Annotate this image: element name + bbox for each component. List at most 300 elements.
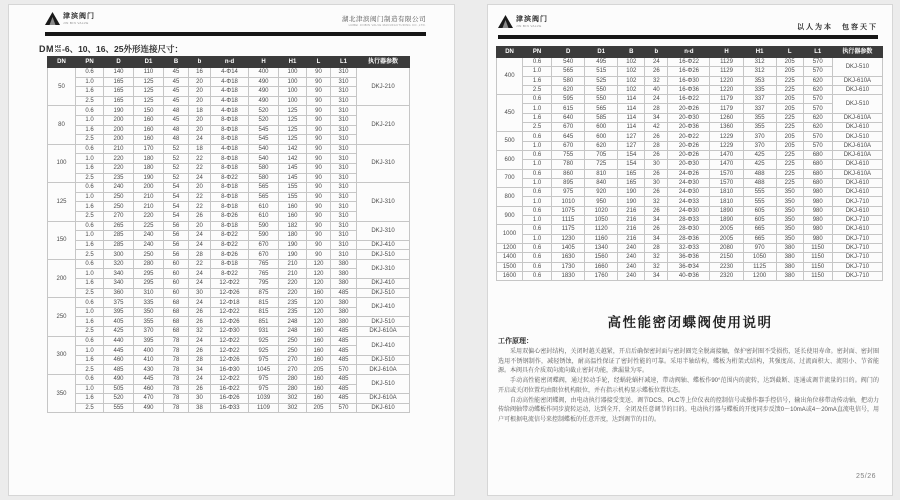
actuator-cell: DKJ-610A: [832, 169, 882, 178]
dimension-cell: 26: [645, 150, 668, 159]
dimension-cell: 8-Φ26: [211, 211, 249, 221]
dimension-cell: 16-Φ22: [668, 58, 710, 67]
actuator-cell: DKJ-610: [832, 225, 882, 234]
dimension-cell: 295: [134, 269, 164, 279]
dimension-cell: 565: [552, 67, 585, 76]
dimension-cell: 380: [331, 269, 357, 279]
dimension-cell: 310: [331, 173, 357, 183]
dimension-cell: 160: [134, 125, 164, 135]
dimension-cell: 1.0: [523, 178, 552, 187]
dimension-cell: 1.0: [523, 160, 552, 169]
dimension-cell: 220: [134, 211, 164, 221]
actuator-cell: DKJ-210: [357, 106, 410, 144]
dimension-cell: 600: [585, 132, 618, 141]
dimension-cell: 485: [331, 394, 357, 404]
column-header: 执行器参数: [357, 57, 410, 68]
dimension-cell: 8-Φ18: [211, 221, 249, 231]
dimension-cell: 90: [307, 87, 331, 97]
dimension-cell: 190: [618, 188, 645, 197]
mountain-logo-icon: [498, 15, 513, 28]
dimension-cell: 440: [104, 336, 134, 346]
dimension-cell: 78: [164, 403, 189, 413]
dimension-cell: 240: [134, 231, 164, 241]
dimension-cell: 980: [803, 234, 832, 243]
dimension-cell: 310: [331, 183, 357, 193]
dimension-cell: 310: [331, 135, 357, 145]
actuator-cell: DKJ-310: [357, 144, 410, 182]
table-header-row: [48, 57, 410, 68]
dimension-cell: 220: [104, 154, 134, 164]
dimension-cell: 30: [189, 288, 211, 298]
dimension-cell: 125: [279, 106, 307, 116]
dn-cell: 250: [48, 298, 76, 336]
column-header: L: [307, 57, 331, 68]
table-row: [497, 95, 883, 104]
dimension-cell: 36-Φ34: [668, 262, 710, 271]
dimension-cell: 270: [104, 211, 134, 221]
dimension-cell: 45: [164, 87, 189, 97]
column-header: 执行器参数: [832, 47, 882, 58]
dimension-cell: 216: [618, 225, 645, 234]
dimension-cell: 205: [776, 132, 803, 141]
dimension-cell: 380: [331, 279, 357, 289]
dimension-cell: 90: [307, 240, 331, 250]
dimension-cell: 78: [164, 346, 189, 356]
model-variant-bottom: XS: [55, 48, 62, 53]
dimension-cell: 975: [249, 375, 279, 385]
dimension-cell: 815: [249, 307, 279, 317]
actuator-cell: DKJ-610: [832, 160, 882, 169]
dimension-cell: 1.6: [76, 125, 104, 135]
brand-subtitle: JIN BIN VALVE: [516, 24, 542, 28]
dimension-cell: 28: [645, 104, 668, 113]
dimension-cell: 16-Φ36: [668, 85, 710, 94]
dimension-cell: 350: [776, 197, 803, 206]
dimension-cell: 645: [552, 132, 585, 141]
table-row: [48, 96, 410, 106]
dimension-cell: 1360: [710, 123, 743, 132]
dimension-cell: 8-Φ18: [211, 154, 249, 164]
dimension-cell: 1020: [585, 206, 618, 215]
dimension-cell: 1890: [710, 216, 743, 225]
dimension-cell: 205: [776, 141, 803, 150]
dimension-cell: 0.6: [523, 206, 552, 215]
table-row: [48, 336, 410, 346]
dimension-cell: 68: [164, 307, 189, 317]
dimension-cell: 24-Φ26: [668, 169, 710, 178]
dimension-cell: 485: [331, 375, 357, 385]
dimension-cell: 4-Φ18: [211, 77, 249, 87]
dimension-cell: 485: [331, 346, 357, 356]
dn-cell: 100: [48, 144, 76, 182]
dimension-cell: 565: [249, 183, 279, 193]
page-left: [8, 4, 455, 496]
dimension-cell: 610: [249, 202, 279, 212]
dimension-cell: 2080: [710, 243, 743, 252]
title-suffix: -6、10、16、25外形连接尺寸：: [62, 44, 183, 54]
table-row: [48, 288, 410, 298]
dimension-cell: 26: [189, 211, 211, 221]
dimension-cell: 26: [645, 225, 668, 234]
table-row: [48, 221, 410, 231]
column-header: b: [189, 57, 211, 68]
table-row: [48, 279, 410, 289]
dimension-cell: 180: [279, 231, 307, 241]
dimension-cell: 125: [279, 125, 307, 135]
dimension-cell: 32: [189, 327, 211, 337]
dimension-cell: 180: [134, 154, 164, 164]
dimension-cell: 302: [279, 403, 307, 413]
dimension-cell: 12-Φ22: [211, 307, 249, 317]
table-row: [497, 150, 883, 159]
dimension-cell: 145: [279, 163, 307, 173]
dimension-cell: 370: [134, 327, 164, 337]
dimension-cell: 975: [249, 355, 279, 365]
dimension-cell: 42: [645, 123, 668, 132]
dimension-cell: 250: [104, 192, 134, 202]
dimension-cell: 60: [164, 279, 189, 289]
dimension-cell: 1050: [743, 253, 776, 262]
dimension-cell: 8-Φ26: [211, 250, 249, 260]
table-row: [48, 259, 410, 269]
dimension-cell: 16-Φ22: [211, 384, 249, 394]
dimension-cell: 670: [249, 240, 279, 250]
dimension-cell: 0.6: [523, 243, 552, 252]
dimension-cell: 165: [104, 77, 134, 87]
dimension-cell: 30: [645, 160, 668, 169]
dimension-cell: 490: [134, 403, 164, 413]
table-row: [497, 271, 883, 280]
actuator-cell: DKJ-610A: [832, 150, 882, 159]
section-subtitle: 工作原理：: [498, 338, 533, 345]
dn-cell: 150: [48, 221, 76, 259]
dimension-cell: 26: [645, 169, 668, 178]
table-row: [48, 192, 410, 202]
dimension-cell: 52: [164, 144, 189, 154]
dimension-cell: 0.6: [76, 375, 104, 385]
dimension-cell: 24: [189, 375, 211, 385]
actuator-cell: DKJ-310: [357, 183, 410, 221]
actuator-cell: DKJ-310: [357, 259, 410, 278]
dimension-cell: 90: [307, 231, 331, 241]
dimension-cell: 225: [134, 221, 164, 231]
dimension-table-dn400-1600: [496, 46, 883, 281]
actuator-cell: DKJ-510: [357, 250, 410, 260]
dimension-cell: 78: [164, 365, 189, 375]
dimension-cell: 2.5: [76, 96, 104, 106]
page-left-header: [45, 12, 426, 34]
dimension-cell: 28-Φ36: [668, 234, 710, 243]
company-slogan: 以人为本 包容天下: [797, 24, 878, 31]
dimension-cell: 1.0: [76, 154, 104, 164]
right-table-container: [496, 46, 883, 281]
table-row: [48, 327, 410, 337]
dimension-cell: 250: [279, 346, 307, 356]
column-header: H1: [743, 47, 776, 58]
table-row: [497, 216, 883, 225]
dimension-cell: 765: [249, 259, 279, 269]
dimension-cell: 22: [189, 259, 211, 269]
dimension-cell: 240: [104, 183, 134, 193]
dimension-cell: 312: [743, 67, 776, 76]
dimension-cell: 445: [104, 346, 134, 356]
dimension-cell: 34: [645, 113, 668, 122]
table-row: [497, 67, 883, 76]
dimension-cell: 12-Φ26: [211, 317, 249, 327]
dimension-cell: 0.6: [76, 183, 104, 193]
dimension-cell: 1160: [585, 234, 618, 243]
dimension-cell: 48: [164, 106, 189, 116]
table-row: [48, 346, 410, 356]
column-header: D1: [585, 47, 618, 58]
actuator-cell: DKJ-610A: [357, 394, 410, 404]
dimension-cell: 225: [776, 76, 803, 85]
dimension-cell: 970: [743, 243, 776, 252]
dimension-cell: 570: [803, 132, 832, 141]
dimension-cell: 490: [249, 87, 279, 97]
dimension-cell: 520: [249, 106, 279, 116]
table-title: [39, 43, 183, 55]
dimension-cell: 248: [279, 317, 307, 327]
table-row: [48, 355, 410, 365]
dimension-cell: 310: [331, 106, 357, 116]
actuator-cell: DKJ-510: [832, 132, 882, 141]
dimension-cell: 114: [618, 123, 645, 132]
dimension-cell: 1.0: [523, 234, 552, 243]
dimension-cell: 375: [104, 298, 134, 308]
dimension-cell: 78: [164, 336, 189, 346]
dimension-cell: 216: [618, 206, 645, 215]
table-row: [48, 317, 410, 327]
dimension-cell: 40: [645, 85, 668, 94]
dimension-cell: 1.6: [76, 202, 104, 212]
dimension-cell: 2.5: [76, 403, 104, 413]
dimension-cell: 54: [164, 211, 189, 221]
table-row: [48, 365, 410, 375]
dimension-cell: 555: [104, 403, 134, 413]
dimension-cell: 160: [134, 115, 164, 125]
dimension-cell: 45: [164, 68, 189, 78]
dimension-cell: 0.6: [76, 144, 104, 154]
dimension-cell: 355: [743, 123, 776, 132]
table-row: [48, 240, 410, 250]
dimension-cell: 205: [776, 58, 803, 67]
actuator-cell: DKJ-510: [357, 317, 410, 327]
dimension-cell: 1.0: [76, 269, 104, 279]
dimension-cell: 485: [331, 288, 357, 298]
dimension-cell: 240: [618, 253, 645, 262]
table-row: [48, 250, 410, 260]
dimension-cell: 570: [803, 67, 832, 76]
table-row: [48, 202, 410, 212]
dimension-cell: 225: [776, 150, 803, 159]
dimension-cell: 302: [279, 394, 307, 404]
dimension-cell: 90: [307, 125, 331, 135]
dimension-cell: 680: [803, 150, 832, 159]
company-name-block: [342, 16, 426, 27]
dimension-cell: 430: [134, 365, 164, 375]
dimension-cell: 380: [776, 253, 803, 262]
dimension-table-dn50-350: [47, 56, 410, 413]
dimension-cell: 52: [164, 163, 189, 173]
dimension-cell: 525: [585, 76, 618, 85]
dimension-cell: 931: [249, 327, 279, 337]
dimension-cell: 32: [645, 197, 668, 206]
table-row: [48, 125, 410, 135]
dimension-cell: 1175: [552, 225, 585, 234]
dimension-cell: 570: [803, 58, 832, 67]
dimension-cell: 460: [134, 384, 164, 394]
dimension-cell: 1.6: [76, 279, 104, 289]
dimension-cell: 26: [645, 206, 668, 215]
dimension-cell: 20: [189, 221, 211, 231]
dimension-cell: 980: [803, 225, 832, 234]
dimension-cell: 285: [104, 240, 134, 250]
paragraph-working-principle: 采用双偏心密封结构，关闭时越关越紧，开启后确保密封面与密封圈完全脱离接触，保护密封圈不受损伤，延长使用寿命。密封面、密封圈选用不锈钢制作，减轻锈蚀，耐高温性保证了密封性能的可靠。采用半轴结构，蝶板为桁架式结构，其强度高、过流面积大、流阻小、节省能源。本阀具有介质双向流向截止密封功能，泄漏量为零。: [498, 349, 879, 375]
dimension-cell: 1630: [552, 253, 585, 262]
dimension-cell: 125: [134, 77, 164, 87]
dimension-cell: 570: [803, 104, 832, 113]
dimension-cell: 1115: [552, 216, 585, 225]
dimension-cell: 605: [743, 206, 776, 215]
dimension-cell: 540: [249, 154, 279, 164]
dimension-cell: 220: [104, 163, 134, 173]
dimension-cell: 310: [331, 221, 357, 231]
dimension-cell: 1570: [710, 169, 743, 178]
dimension-cell: 0.6: [523, 169, 552, 178]
dimension-cell: 225: [776, 169, 803, 178]
actuator-cell: DKJ-610: [832, 85, 882, 94]
dimension-cell: 488: [743, 178, 776, 187]
dimension-cell: 200: [104, 135, 134, 145]
column-header: DN: [48, 57, 76, 68]
dimension-cell: 520: [104, 394, 134, 404]
dimension-cell: 56: [164, 221, 189, 231]
table-row: [497, 225, 883, 234]
dimension-cell: 20-Φ30: [668, 160, 710, 169]
dimension-cell: 975: [249, 384, 279, 394]
dimension-cell: 235: [279, 307, 307, 317]
dimension-cell: 1129: [710, 58, 743, 67]
dimension-cell: 350: [776, 225, 803, 234]
dimension-cell: 140: [104, 68, 134, 78]
dimension-cell: 355: [743, 113, 776, 122]
dimension-cell: 585: [585, 113, 618, 122]
dimension-cell: 280: [134, 259, 164, 269]
dimension-cell: 120: [307, 279, 331, 289]
dimension-cell: 145: [279, 173, 307, 183]
dimension-cell: 8-Φ18: [211, 125, 249, 135]
dimension-cell: 1730: [552, 262, 585, 271]
dimension-cell: 125: [134, 87, 164, 97]
dimension-cell: 125: [279, 135, 307, 145]
dimension-cell: 545: [249, 135, 279, 145]
dimension-cell: 225: [776, 160, 803, 169]
dimension-cell: 485: [331, 355, 357, 365]
dimension-cell: 20-Φ26: [668, 141, 710, 150]
dn-cell: 800: [497, 188, 523, 207]
actuator-cell: DKJ-710: [832, 253, 882, 262]
column-header: D1: [134, 57, 164, 68]
table-row: [48, 68, 410, 78]
dimension-cell: 495: [585, 58, 618, 67]
dimension-cell: 570: [331, 403, 357, 413]
dn-cell: 125: [48, 183, 76, 221]
dimension-cell: 90: [307, 173, 331, 183]
dimension-cell: 90: [307, 144, 331, 154]
dimension-cell: 26: [189, 384, 211, 394]
dimension-cell: 8-Φ18: [211, 135, 249, 145]
dimension-cell: 110: [134, 68, 164, 78]
table-row: [48, 298, 410, 308]
dimension-cell: 1660: [585, 262, 618, 271]
dimension-cell: 0.6: [76, 336, 104, 346]
dimension-cell: 38: [189, 403, 211, 413]
dimension-cell: 380: [331, 317, 357, 327]
dn-cell: 1500: [497, 262, 523, 271]
dimension-cell: 310: [331, 87, 357, 97]
dimension-cell: 550: [585, 95, 618, 104]
dimension-cell: 12-Φ18: [211, 298, 249, 308]
dimension-cell: 270: [279, 365, 307, 375]
actuator-cell: DKJ-510: [357, 375, 410, 394]
dimension-cell: 34: [189, 365, 211, 375]
dimension-cell: 337: [743, 104, 776, 113]
dimension-cell: 1120: [585, 225, 618, 234]
dimension-cell: 280: [279, 384, 307, 394]
table-row: [48, 183, 410, 193]
dimension-cell: 160: [307, 288, 331, 298]
dimension-cell: 165: [618, 169, 645, 178]
dimension-cell: 24: [189, 298, 211, 308]
table-row: [497, 253, 883, 262]
actuator-cell: DKJ-610: [832, 178, 882, 187]
dimension-cell: 1.6: [76, 163, 104, 173]
dimension-cell: 210: [134, 192, 164, 202]
dimension-cell: 8-Φ18: [211, 202, 249, 212]
dimension-cell: 485: [331, 384, 357, 394]
dimension-cell: 400: [249, 68, 279, 78]
dimension-cell: 250: [279, 336, 307, 346]
dimension-cell: 102: [618, 76, 645, 85]
dimension-cell: 1405: [552, 243, 585, 252]
dimension-cell: 485: [331, 336, 357, 346]
dimension-cell: 26: [189, 307, 211, 317]
dimension-cell: 100: [279, 87, 307, 97]
actuator-cell: DKJ-410: [357, 298, 410, 317]
section-title: 高性能密闭蝶阀使用说明: [607, 315, 773, 330]
dimension-cell: 20: [189, 77, 211, 87]
dimension-cell: 570: [331, 365, 357, 375]
company-name: 湖北津滨阀门制造有限公司: [342, 16, 426, 23]
dimension-cell: 45: [164, 96, 189, 106]
actuator-cell: DKJ-610: [832, 188, 882, 197]
dimension-cell: 24: [189, 269, 211, 279]
column-header: n-d: [668, 47, 710, 58]
dimension-cell: 350: [776, 206, 803, 215]
dimension-cell: 26: [189, 317, 211, 327]
dimension-cell: 48: [164, 135, 189, 145]
dimension-cell: 1.0: [523, 216, 552, 225]
dimension-cell: 170: [134, 144, 164, 154]
dimension-cell: 16-Φ30: [668, 76, 710, 85]
dimension-cell: 12-Φ22: [211, 336, 249, 346]
dimension-cell: 1570: [710, 178, 743, 187]
actuator-cell: DKJ-610: [832, 123, 882, 132]
dimension-cell: 380: [776, 243, 803, 252]
dimension-cell: 200: [104, 125, 134, 135]
dimension-cell: 160: [279, 202, 307, 212]
